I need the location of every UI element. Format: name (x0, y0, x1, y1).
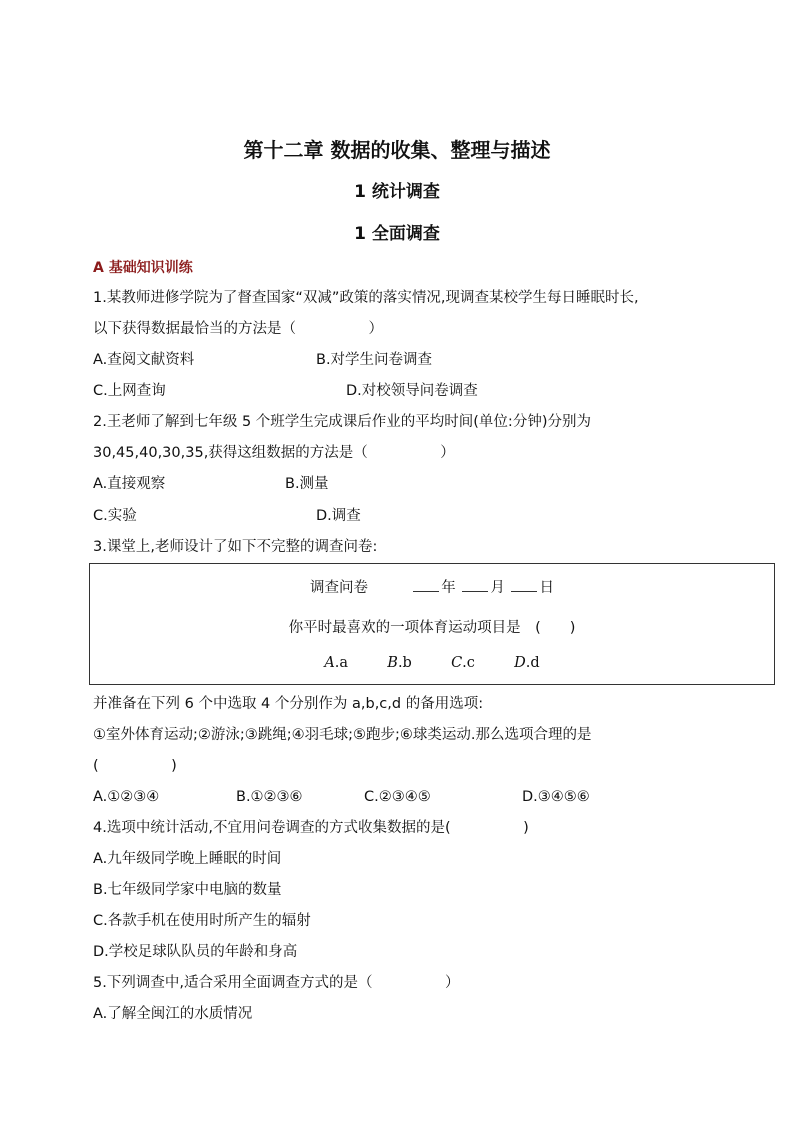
q3-stem-line1: 3.课堂上,老师设计了如下不完整的调查问卷: (93, 539, 378, 555)
chapter-title: 第十二章 数据的收集、整理与描述 (243, 138, 551, 162)
survey-year-blank (413, 579, 439, 592)
survey-year-label: 年 (441, 580, 456, 596)
q1-option-a: A.查阅文献资料 (93, 352, 195, 368)
survey-title: 调查问卷 (310, 580, 369, 596)
survey-box (89, 563, 775, 685)
q2-option-a: A.直接观察 (93, 476, 166, 492)
q2-option-c: C.实验 (93, 508, 137, 524)
q1-stem-line2: 以下获得数据最恰当的方法是（ ） (93, 321, 383, 337)
q1-option-d: D.对校领导问卷调查 (346, 383, 478, 399)
survey-option-value: .c (462, 655, 475, 671)
survey-option-letter: D (514, 655, 526, 671)
q2-option-d: D.调查 (316, 508, 361, 524)
survey-options-row (90, 655, 774, 671)
q3-stem-line3: ①室外体育运动;②游泳;③跳绳;④羽毛球;⑤跑步;⑥球类运动.那么选项合理的是 (93, 727, 592, 743)
q3-answer-paren: ( ) (93, 758, 177, 774)
section-title: 1 统计调查 (354, 182, 440, 202)
survey-option-value: .d (525, 655, 540, 671)
survey-question: 你平时最喜欢的一项体育运动项目是 ( ) (288, 620, 576, 636)
q3-option-c: C.②③④⑤ (364, 789, 431, 805)
q3-option-b: B.①②③⑥ (236, 789, 303, 805)
q2-option-b: B.测量 (285, 476, 329, 492)
survey-day-label: 日 (539, 580, 554, 596)
q4-option-b: B.七年级同学家中电脑的数量 (93, 882, 282, 898)
q3-stem-line2: 并准备在下列 6 个中选取 4 个分别作为 a,b,c,d 的备用选项: (93, 696, 484, 712)
q2-stem-line1: 2.王老师了解到七年级 5 个班学生完成课后作业的平均时间(单位:分钟)分别为 (93, 414, 591, 430)
survey-month-label: 月 (490, 580, 505, 596)
survey-option-letter: A (324, 655, 335, 671)
section-label: A 基础知识训练 (93, 260, 193, 276)
subsection-title: 1 全面调查 (354, 224, 440, 244)
q4-option-a: A.九年级同学晚上睡眠的时间 (93, 851, 282, 867)
survey-option-value: .b (397, 655, 412, 671)
q5-stem: 5.下列调查中,适合采用全面调查方式的是（ ） (93, 975, 460, 991)
survey-option-letter: C (451, 655, 463, 671)
q5-option-a: A.了解全闽江的水质情况 (93, 1006, 253, 1022)
survey-month-blank (462, 579, 488, 592)
q4-option-d: D.学校足球队队员的年龄和身高 (93, 944, 298, 960)
survey-option-letter: B (387, 655, 398, 671)
q1-option-b: B.对学生问卷调查 (316, 352, 433, 368)
q1-stem-line1: 1.某教师进修学院为了督查国家“双减”政策的落实情况,现调查某校学生每日睡眠时长, (93, 290, 639, 306)
q1-option-c: C.上网查询 (93, 383, 166, 399)
survey-header-row (90, 576, 774, 597)
q4-option-c: C.各款手机在使用时所产生的辐射 (93, 913, 311, 929)
q4-stem: 4.选项中统计活动,不宜用问卷调查的方式收集数据的是( ) (93, 820, 529, 836)
q3-option-a: A.①②③④ (93, 789, 160, 805)
q2-stem-line2: 30,45,40,30,35,获得这组数据的方法是（ ） (93, 445, 455, 461)
q3-option-d: D.③④⑤⑥ (522, 789, 590, 805)
survey-option-value: .a (334, 655, 349, 671)
survey-day-blank (511, 579, 537, 592)
